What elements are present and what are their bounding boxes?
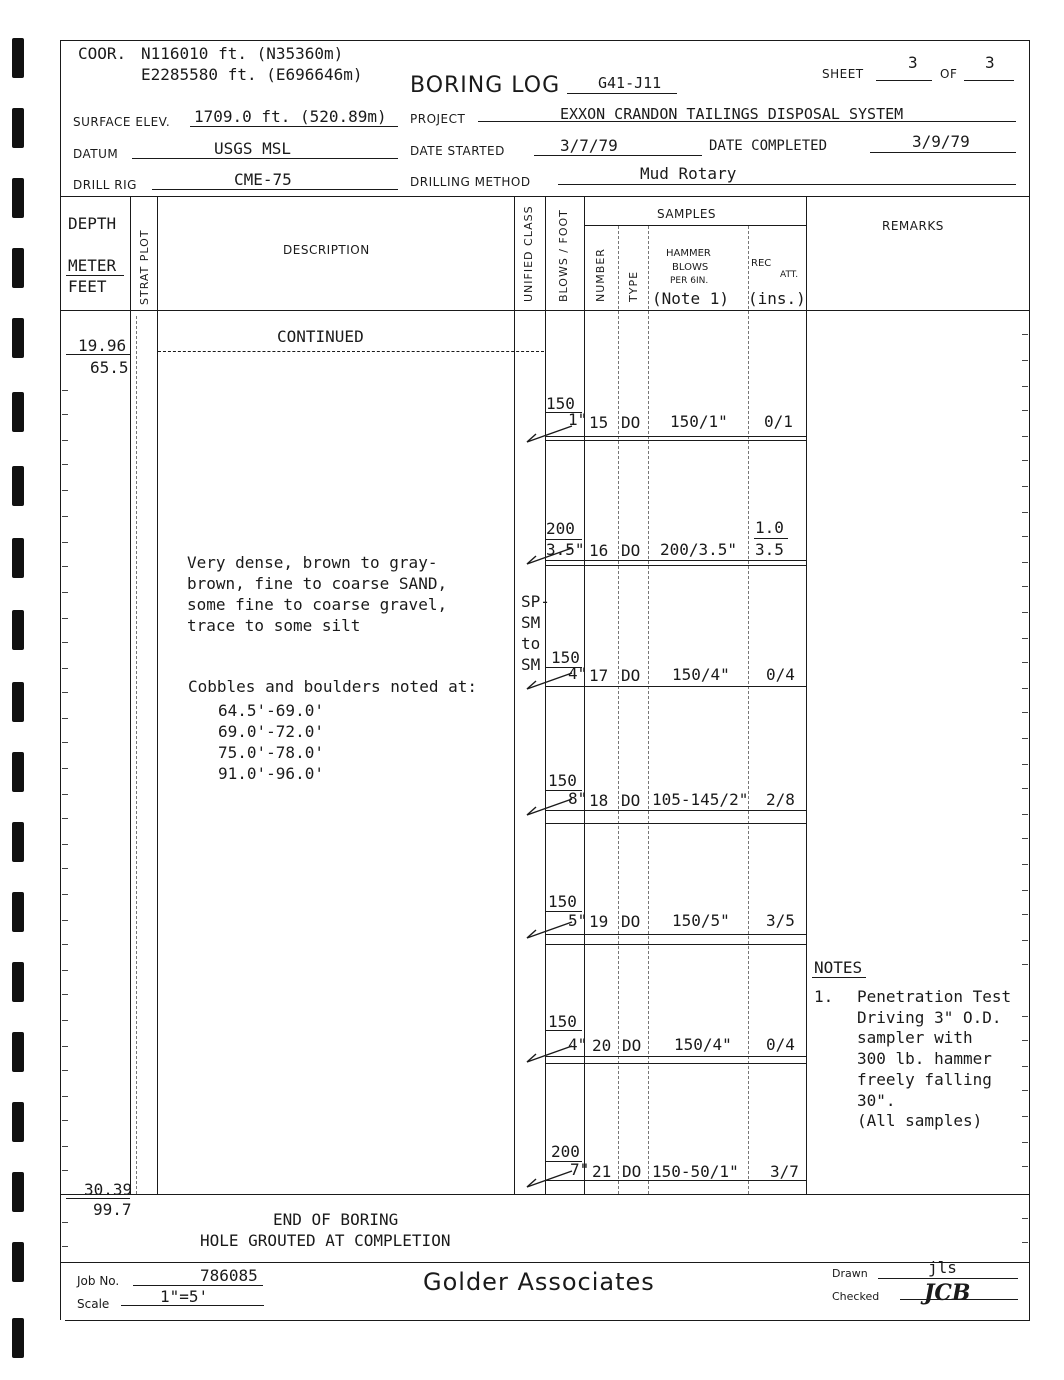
unified-class-line: to (521, 634, 541, 653)
company-name: Golder Associates (423, 1268, 655, 1296)
date-started-label: DATE STARTED (410, 144, 505, 158)
date-started-value: 3/7/79 (560, 136, 618, 155)
col-hammer-2: BLOWS (672, 262, 709, 273)
hole-grouted: HOLE GROUTED AT COMPLETION (200, 1231, 451, 1250)
cobble-range: 69.0'-72.0' (218, 722, 324, 741)
coord-east: E2285580 ft. (E696646m) (141, 65, 363, 84)
hammer-blows: 150/4" (672, 665, 730, 684)
col-meter: METER (68, 256, 117, 275)
surface-elev-value: 1709.0 ft. (520.89m) (194, 107, 387, 126)
note-line: 30". (857, 1090, 896, 1110)
coord-north: N116010 ft. (N35360m) (141, 44, 344, 63)
sample-number: 20 (592, 1036, 612, 1055)
col-blows-foot: BLOWS / FOOT (557, 209, 570, 302)
unified-class-line: SP- (521, 592, 550, 611)
sample-type: DO (621, 541, 641, 560)
sheet-label: SHEET (822, 67, 864, 81)
sample-number: 19 (589, 912, 609, 931)
recovery: 0/4 (766, 665, 795, 684)
blows-inches: 8" (568, 789, 588, 808)
description-line: brown, fine to coarse SAND, (187, 574, 448, 593)
of-label: OF (940, 67, 958, 81)
recovery: 3.5 (755, 540, 784, 559)
note-text (857, 987, 1011, 1132)
drill-rig-value: CME-75 (234, 170, 292, 189)
job-no-value: 786085 (200, 1266, 258, 1285)
description-line: some fine to coarse gravel, (187, 595, 448, 614)
notes-title: NOTES (814, 958, 863, 977)
note-line: freely falling (857, 1069, 992, 1089)
recovery: 0/1 (764, 412, 793, 431)
page-title: BORING LOG (410, 73, 561, 98)
blows-count: 200 (546, 519, 575, 538)
blows-inches: 5" (568, 911, 588, 930)
hammer-blows: 150/1" (670, 412, 728, 431)
col-number: NUMBER (594, 248, 607, 302)
blows-inches: 3.5" (546, 540, 585, 559)
blows-count: 150 (548, 1012, 577, 1031)
col-feet: FEET (68, 277, 107, 296)
recovery: 3/5 (766, 911, 795, 930)
col-hammer-1: HAMMER (666, 248, 711, 259)
hammer-blows: 150/5" (672, 911, 730, 930)
sample-number: 15 (589, 413, 609, 432)
col-hammer-note: (Note 1) (652, 289, 730, 308)
sample-number: 16 (589, 541, 609, 560)
col-remarks: REMARKS (882, 219, 944, 233)
note-line: Driving 3" O.D. (857, 1007, 1002, 1027)
drilling-method-label: DRILLING METHOD (410, 175, 531, 189)
boring-id: G41-J11 (598, 74, 662, 92)
sample-number: 18 (589, 791, 609, 810)
cobble-range: 75.0'-78.0' (218, 743, 324, 762)
hammer-blows: 105-145/2" (652, 790, 749, 809)
col-unified-class: UNIFIED CLASS (522, 205, 535, 302)
date-completed-label: DATE COMPLETED (709, 138, 828, 154)
checked-label: Checked (832, 1290, 880, 1303)
sample-number: 21 (592, 1162, 612, 1181)
blows-inches: 7" (570, 1160, 590, 1179)
project-value: EXXON CRANDON TAILINGS DISPOSAL SYSTEM (560, 105, 904, 123)
col-rec-units: (ins.) (748, 289, 806, 308)
datum-value: USGS MSL (214, 139, 292, 158)
col-rec: REC (751, 258, 772, 269)
sheet-total: 3 (985, 53, 995, 72)
note-line: (All samples) (857, 1111, 983, 1131)
col-strat-plot: STRAT PLOT (138, 229, 151, 305)
hammer-blows: 150/4" (674, 1035, 732, 1054)
cobble-range: 91.0'-96.0' (218, 764, 324, 783)
note-line: sampler with (857, 1028, 973, 1048)
sample-type: DO (621, 912, 641, 931)
recovery: 3/7 (770, 1162, 799, 1181)
blows-count: 150 (546, 394, 575, 413)
coord-prefix: COOR. (78, 44, 127, 63)
drawn-value: jls (928, 1258, 957, 1277)
col-depth: DEPTH (68, 214, 117, 233)
sample-type: DO (622, 1036, 642, 1055)
col-type: TYPE (627, 270, 640, 302)
blows-inches: 4" (568, 1035, 588, 1054)
unified-class-line: SM (521, 655, 541, 674)
sample-type: DO (621, 666, 641, 685)
scale-value: 1"=5' (160, 1287, 209, 1306)
end-of-boring: END OF BORING (273, 1210, 399, 1229)
blows-count: 150 (548, 771, 577, 790)
job-no-label: Job No. (77, 1274, 120, 1288)
top-depth-meter: 19.96 (78, 336, 127, 355)
checked-value: JCB (924, 1280, 971, 1306)
col-hammer-3: PER 6IN. (670, 276, 709, 286)
note-line: Penetration Test (857, 987, 1012, 1006)
top-depth-feet: 65.5 (90, 358, 129, 377)
surface-elev-label: SURFACE ELEV. (73, 115, 171, 129)
scale-label: Scale (77, 1297, 110, 1311)
col-description: DESCRIPTION (283, 243, 370, 257)
cobble-range: 64.5'-69.0' (218, 701, 324, 720)
blows-count: 200 (551, 1142, 580, 1161)
sample-type: DO (622, 1162, 642, 1181)
hammer-blows: 150-50/1" (652, 1162, 739, 1181)
col-samples: SAMPLES (657, 207, 717, 221)
recovery-top: 1.0 (755, 518, 784, 537)
sample-number: 17 (589, 666, 609, 685)
blows-inches: 4" (568, 664, 588, 683)
sample-type: DO (621, 413, 641, 432)
blows-count: 150 (551, 648, 580, 667)
continued-label: CONTINUED (277, 327, 364, 346)
blows-inches: 1" (568, 410, 588, 429)
note-line: 300 lb. hammer (857, 1049, 992, 1069)
description-line: trace to some silt (187, 616, 361, 635)
col-att: ATT. (780, 270, 799, 280)
hammer-blows: 200/3.5" (660, 540, 738, 559)
bottom-depth-meter: 30.39 (84, 1180, 133, 1199)
sample-type: DO (621, 791, 641, 810)
datum-label: DATUM (73, 147, 119, 161)
date-completed-value: 3/9/79 (912, 132, 970, 151)
drill-rig-label: DRILL RIG (73, 178, 137, 192)
recovery: 0/4 (766, 1035, 795, 1054)
blows-count: 150 (548, 892, 577, 911)
project-label: PROJECT (410, 112, 466, 126)
drilling-method-value: Mud Rotary (640, 164, 737, 183)
note-number: 1. (814, 987, 834, 1006)
bottom-depth-feet: 99.7 (93, 1200, 132, 1219)
drawn-label: Drawn (832, 1267, 868, 1280)
cobbles-label: Cobbles and boulders noted at: (188, 677, 477, 696)
sheet-number: 3 (908, 53, 918, 72)
recovery: 2/8 (766, 790, 795, 809)
unified-class-line: SM (521, 613, 541, 632)
description-line: Very dense, brown to gray- (187, 553, 438, 572)
